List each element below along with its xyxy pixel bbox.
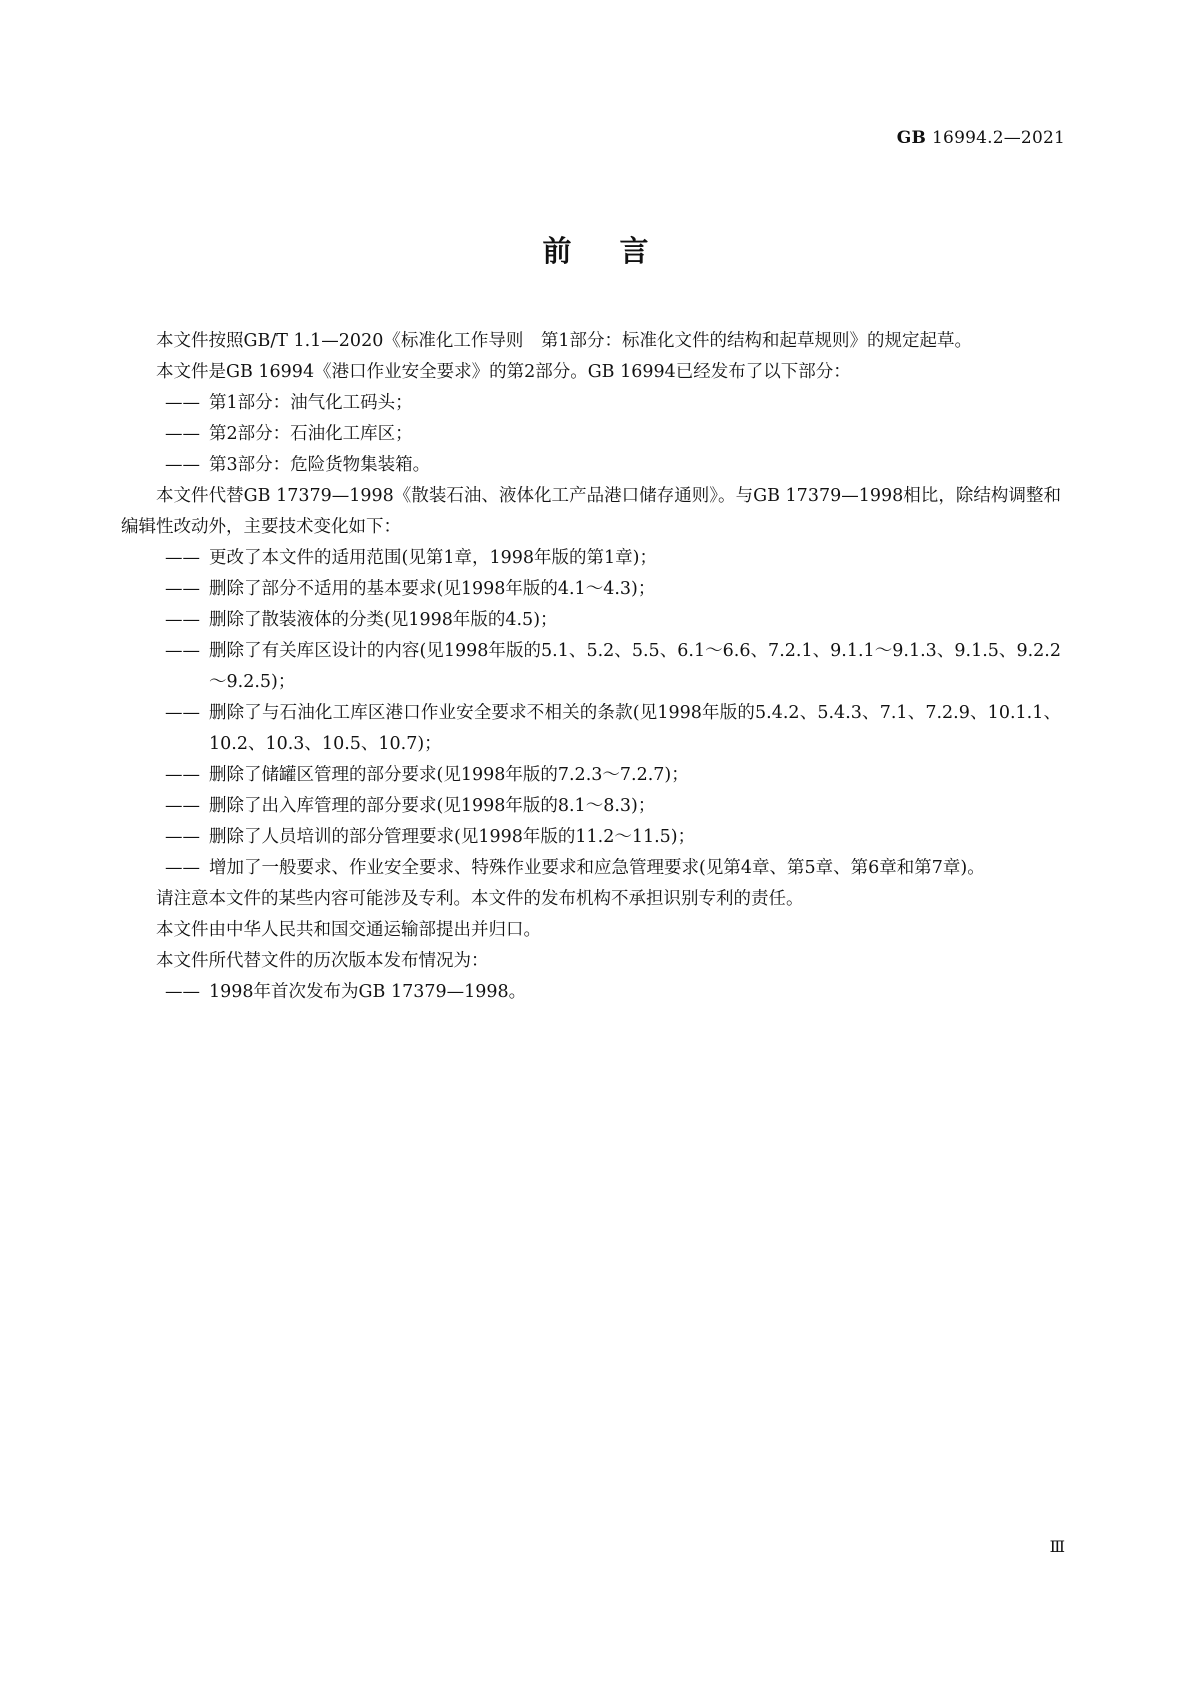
dash: —— [165, 796, 200, 816]
code-prefix: GB [896, 128, 927, 148]
dash: —— [165, 610, 200, 630]
list-item: —— 删除了人员培训的部分管理要求(见1998年版的11.2～11.5)； [121, 822, 1061, 853]
paragraph: 本文件按照GB/T 1.1—2020《标准化工作导则 第1部分：标准化文件的结构和起草规则》的规定起草。 [156, 331, 972, 351]
list-item: —— 删除了部分不适用的基本要求(见1998年版的4.1～4.3)； [121, 574, 1061, 605]
dash: —— [165, 703, 200, 723]
list-item: —— 更改了本文件的适用范围(见第1章，1998年版的第1章)； [121, 543, 1061, 574]
list-item: —— 增加了一般要求、作业安全要求、特殊作业要求和应急管理要求(见第4章、第5章、第6章和第7章)。 [121, 853, 1061, 884]
dash: —— [165, 827, 200, 847]
dash: —— [165, 982, 200, 1002]
code-number: 16994.2—2021 [932, 128, 1065, 148]
document-code [897, 128, 1065, 148]
list-item: —— 删除了出入库管理的部分要求(见1998年版的8.1～8.3)； [121, 791, 1061, 822]
dash: —— [165, 455, 200, 475]
list-item: —— 第1部分：油气化工码头； [121, 388, 1061, 419]
page-title: 前言 [542, 234, 697, 268]
dash: —— [165, 548, 200, 568]
list-item: —— 删除了与石油化工库区港口作业安全要求不相关的条款(见1998年版的5.4.2、5.4.3、7.1、7.2.9、10.1.1、10.2、10.3、10.5、10.7)； [121, 698, 1061, 760]
list-item: —— 删除了有关库区设计的内容(见1998年版的5.1、5.2、5.5、6.1～6.6、7.2.1、9.1.1～9.1.3、9.1.5、9.2.2～9.2.5)； [121, 636, 1061, 698]
dash: —— [165, 424, 200, 444]
dash: —— [165, 765, 200, 785]
foreword-body [121, 326, 1061, 1008]
list-item: —— 1998年首次发布为GB 17379—1998。 [121, 977, 1061, 1008]
paragraph: 请注意本文件的某些内容可能涉及专利。本文件的发布机构不承担识别专利的责任。 [156, 889, 804, 909]
dash: —— [165, 858, 200, 878]
dash: —— [165, 393, 200, 413]
paragraph: 本文件所代替文件的历次版本发布情况为： [156, 951, 489, 971]
list-item: —— 第3部分：危险货物集装箱。 [121, 450, 1061, 481]
list-item: —— 第2部分：石油化工库区； [121, 419, 1061, 450]
list-item: —— 删除了储罐区管理的部分要求(见1998年版的7.2.3～7.2.7)； [121, 760, 1061, 791]
paragraph: 本文件是GB 16994《港口作业安全要求》的第2部分。GB 16994已经发布了以下部分： [156, 362, 851, 382]
list-item: —— 删除了散装液体的分类(见1998年版的4.5)； [121, 605, 1061, 636]
dash: —— [165, 641, 200, 661]
paragraph: 本文件代替GB 17379—1998《散装石油、液体化工产品港口储存通则》。与GB 17379—1998相比，除结构调整和编辑性改动外，主要技术变化如下： [121, 486, 1061, 537]
page-number: Ⅲ [1049, 1537, 1065, 1556]
dash: —— [165, 579, 200, 599]
paragraph: 本文件由中华人民共和国交通运输部提出并归口。 [156, 920, 541, 940]
